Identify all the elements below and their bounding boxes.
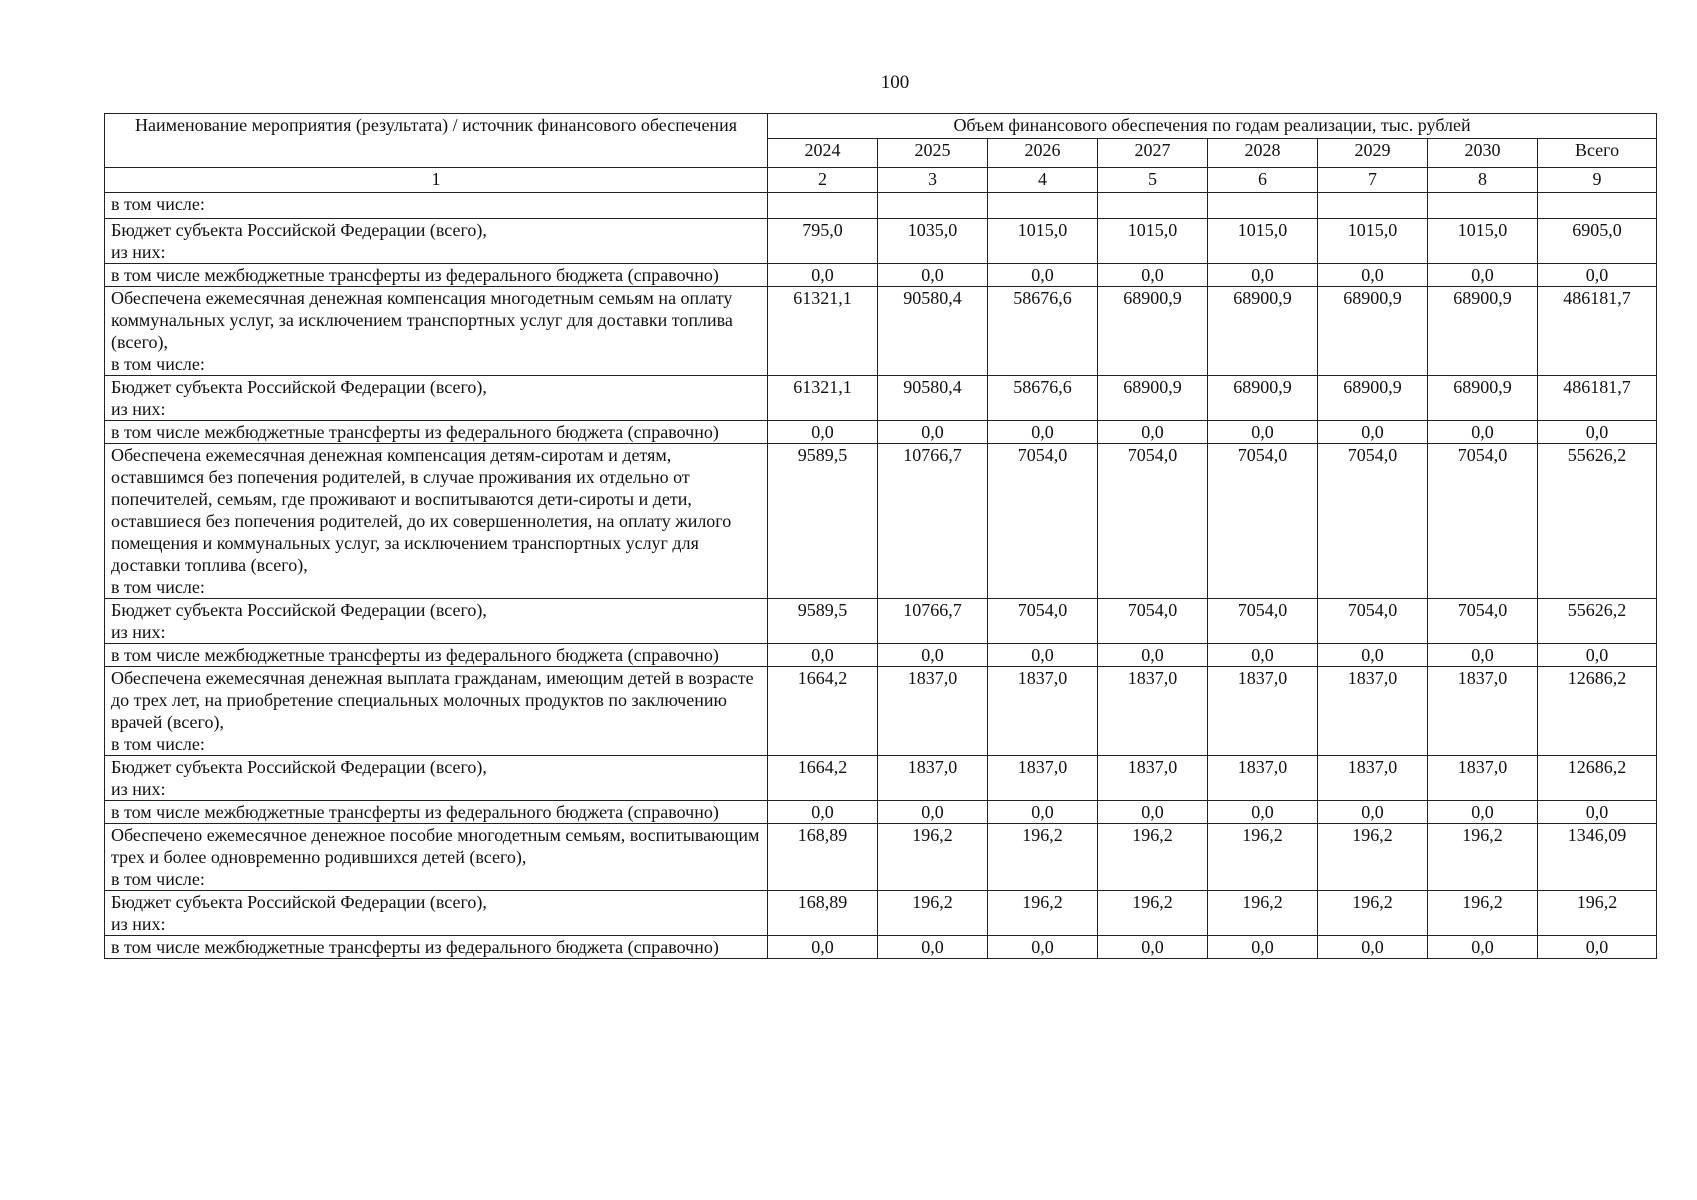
row-value-cell: 7054,0 bbox=[1208, 444, 1318, 599]
row-value-cell: 196,2 bbox=[1208, 891, 1318, 936]
row-value-cell: 1664,2 bbox=[768, 667, 878, 756]
year-header: 2024 bbox=[768, 139, 878, 168]
row-total-cell: 12686,2 bbox=[1538, 756, 1657, 801]
row-name: Бюджет субъекта Российской Федерации (всего), из них: bbox=[105, 891, 768, 936]
row-value-cell: 0,0 bbox=[1428, 936, 1538, 959]
table-row bbox=[105, 644, 1657, 667]
row-value-cell: 0,0 bbox=[768, 801, 878, 824]
row-name: в том числе межбюджетные трансферты из федерального бюджета (справочно) bbox=[105, 264, 768, 287]
column-number: 5 bbox=[1098, 168, 1208, 193]
table-row bbox=[105, 193, 1657, 219]
column-number: 2 bbox=[768, 168, 878, 193]
row-value-cell bbox=[878, 193, 988, 219]
row-value-cell: 0,0 bbox=[878, 936, 988, 959]
row-value-cell: 0,0 bbox=[988, 801, 1098, 824]
total-header: Всего bbox=[1538, 139, 1657, 168]
table-row bbox=[105, 891, 1657, 936]
row-name: Обеспечена ежемесячная денежная компенсация детям-сиротам и детям, оставшимся без попечения родителей, в случае проживания их отдельно от попечителей, семьям, где проживают и воспитываются дети-сироты и дети, оставшиеся без попечения родителей, до их совершеннолетия, на оплату жилого помещения и коммунальных услуг, за исключением транспортных услуг для доставки топлива (всего), в том числе: bbox=[105, 444, 768, 599]
row-name: Бюджет субъекта Российской Федерации (всего), из них: bbox=[105, 219, 768, 264]
row-value-cell: 1035,0 bbox=[878, 219, 988, 264]
row-value-cell: 7054,0 bbox=[1098, 599, 1208, 644]
row-value-cell: 7054,0 bbox=[1318, 599, 1428, 644]
row-value-cell: 0,0 bbox=[1428, 801, 1538, 824]
row-total-cell: 0,0 bbox=[1538, 264, 1657, 287]
row-value-cell: 1837,0 bbox=[1208, 756, 1318, 801]
row-name: Бюджет субъекта Российской Федерации (всего), из них: bbox=[105, 599, 768, 644]
row-value-cell: 7054,0 bbox=[1428, 599, 1538, 644]
row-value-cell: 0,0 bbox=[1208, 421, 1318, 444]
row-value-cell: 168,89 bbox=[768, 891, 878, 936]
table-row bbox=[105, 376, 1657, 421]
row-value-cell bbox=[1428, 193, 1538, 219]
table-row bbox=[105, 667, 1657, 756]
row-value-cell: 1837,0 bbox=[1318, 756, 1428, 801]
row-value-cell: 1015,0 bbox=[1428, 219, 1538, 264]
row-value-cell: 61321,1 bbox=[768, 376, 878, 421]
row-value-cell: 68900,9 bbox=[1208, 287, 1318, 376]
row-value-cell: 90580,4 bbox=[878, 376, 988, 421]
row-value-cell: 7054,0 bbox=[988, 444, 1098, 599]
row-value-cell: 68900,9 bbox=[1428, 287, 1538, 376]
page-number: 100 bbox=[880, 72, 910, 93]
row-value-cell: 0,0 bbox=[1098, 936, 1208, 959]
row-total-cell: 1346,09 bbox=[1538, 824, 1657, 891]
table-row bbox=[105, 756, 1657, 801]
row-total-cell: 0,0 bbox=[1538, 936, 1657, 959]
row-total-cell: 0,0 bbox=[1538, 801, 1657, 824]
row-value-cell: 196,2 bbox=[1098, 891, 1208, 936]
row-value-cell: 196,2 bbox=[878, 824, 988, 891]
row-value-cell: 0,0 bbox=[1318, 264, 1428, 287]
table-row bbox=[105, 824, 1657, 891]
row-value-cell: 0,0 bbox=[768, 264, 878, 287]
row-value-cell: 196,2 bbox=[988, 891, 1098, 936]
table-row bbox=[105, 444, 1657, 599]
table-body bbox=[105, 193, 1657, 959]
row-value-cell: 0,0 bbox=[1318, 801, 1428, 824]
row-value-cell: 0,0 bbox=[1208, 644, 1318, 667]
row-value-cell: 9589,5 bbox=[768, 599, 878, 644]
table-row bbox=[105, 936, 1657, 959]
row-total-cell: 0,0 bbox=[1538, 421, 1657, 444]
year-header: 2028 bbox=[1208, 139, 1318, 168]
row-value-cell: 0,0 bbox=[878, 801, 988, 824]
row-value-cell: 1837,0 bbox=[1318, 667, 1428, 756]
row-value-cell: 795,0 bbox=[768, 219, 878, 264]
row-value-cell: 196,2 bbox=[1318, 824, 1428, 891]
row-value-cell bbox=[768, 193, 878, 219]
row-value-cell: 7054,0 bbox=[988, 599, 1098, 644]
year-header: 2026 bbox=[988, 139, 1098, 168]
row-value-cell: 58676,6 bbox=[988, 287, 1098, 376]
row-value-cell: 1837,0 bbox=[1098, 756, 1208, 801]
row-value-cell: 10766,7 bbox=[878, 599, 988, 644]
row-value-cell: 196,2 bbox=[1098, 824, 1208, 891]
row-value-cell: 0,0 bbox=[1428, 421, 1538, 444]
table-row bbox=[105, 599, 1657, 644]
row-value-cell: 0,0 bbox=[1318, 644, 1428, 667]
row-value-cell: 7054,0 bbox=[1098, 444, 1208, 599]
row-value-cell: 0,0 bbox=[878, 644, 988, 667]
row-value-cell: 0,0 bbox=[1318, 421, 1428, 444]
row-value-cell: 9589,5 bbox=[768, 444, 878, 599]
year-header: 2030 bbox=[1428, 139, 1538, 168]
row-total-cell bbox=[1538, 193, 1657, 219]
row-total-cell: 55626,2 bbox=[1538, 444, 1657, 599]
row-value-cell: 0,0 bbox=[1428, 264, 1538, 287]
row-value-cell bbox=[1318, 193, 1428, 219]
table-row bbox=[105, 264, 1657, 287]
row-total-cell: 12686,2 bbox=[1538, 667, 1657, 756]
row-value-cell bbox=[988, 193, 1098, 219]
row-value-cell: 7054,0 bbox=[1318, 444, 1428, 599]
row-name: Бюджет субъекта Российской Федерации (всего), из них: bbox=[105, 376, 768, 421]
row-value-cell: 10766,7 bbox=[878, 444, 988, 599]
year-header: 2027 bbox=[1098, 139, 1208, 168]
row-value-cell: 68900,9 bbox=[1428, 376, 1538, 421]
row-value-cell: 1837,0 bbox=[1208, 667, 1318, 756]
row-value-cell: 61321,1 bbox=[768, 287, 878, 376]
row-value-cell: 68900,9 bbox=[1318, 376, 1428, 421]
row-value-cell bbox=[1098, 193, 1208, 219]
table-row bbox=[105, 287, 1657, 376]
row-value-cell: 7054,0 bbox=[1428, 444, 1538, 599]
row-value-cell: 0,0 bbox=[1208, 264, 1318, 287]
row-total-cell: 55626,2 bbox=[1538, 599, 1657, 644]
row-value-cell: 196,2 bbox=[1318, 891, 1428, 936]
row-value-cell bbox=[1208, 193, 1318, 219]
row-value-cell: 0,0 bbox=[768, 421, 878, 444]
name-column-header: Наименование мероприятия (результата) / источник финансового обеспечения bbox=[105, 114, 768, 168]
row-value-cell: 1837,0 bbox=[878, 756, 988, 801]
table-row bbox=[105, 421, 1657, 444]
row-value-cell: 196,2 bbox=[878, 891, 988, 936]
column-number: 6 bbox=[1208, 168, 1318, 193]
row-value-cell: 196,2 bbox=[1428, 824, 1538, 891]
financing-table bbox=[104, 113, 1657, 959]
row-value-cell: 1664,2 bbox=[768, 756, 878, 801]
row-name: в том числе межбюджетные трансферты из федерального бюджета (справочно) bbox=[105, 936, 768, 959]
row-value-cell: 0,0 bbox=[878, 264, 988, 287]
row-value-cell: 1015,0 bbox=[988, 219, 1098, 264]
row-value-cell: 1837,0 bbox=[1098, 667, 1208, 756]
row-value-cell: 1015,0 bbox=[1098, 219, 1208, 264]
row-value-cell: 1015,0 bbox=[1318, 219, 1428, 264]
row-value-cell: 0,0 bbox=[1098, 801, 1208, 824]
year-header: 2029 bbox=[1318, 139, 1428, 168]
row-value-cell: 1837,0 bbox=[988, 667, 1098, 756]
table-row bbox=[105, 219, 1657, 264]
row-name: Обеспечена ежемесячная денежная выплата гражданам, имеющим детей в возрасте до трех лет, на приобретение специальных молочных продуктов по заключению врачей (всего), в том числе: bbox=[105, 667, 768, 756]
row-value-cell: 0,0 bbox=[878, 421, 988, 444]
row-name: в том числе межбюджетные трансферты из федерального бюджета (справочно) bbox=[105, 801, 768, 824]
row-value-cell: 68900,9 bbox=[1098, 287, 1208, 376]
year-header: 2025 bbox=[878, 139, 988, 168]
row-total-cell: 196,2 bbox=[1538, 891, 1657, 936]
row-name: Обеспечено ежемесячное денежное пособие многодетным семьям, воспитывающим трех и более одновременно родившихся детей (всего), в том числе: bbox=[105, 824, 768, 891]
row-total-cell: 0,0 bbox=[1538, 644, 1657, 667]
row-value-cell: 0,0 bbox=[1208, 801, 1318, 824]
row-name: в том числе межбюджетные трансферты из федерального бюджета (справочно) bbox=[105, 421, 768, 444]
row-value-cell: 196,2 bbox=[1208, 824, 1318, 891]
column-number: 9 bbox=[1538, 168, 1657, 193]
row-total-cell: 486181,7 bbox=[1538, 287, 1657, 376]
row-value-cell: 0,0 bbox=[1098, 644, 1208, 667]
row-total-cell: 6905,0 bbox=[1538, 219, 1657, 264]
row-value-cell: 1837,0 bbox=[878, 667, 988, 756]
row-value-cell: 168,89 bbox=[768, 824, 878, 891]
row-value-cell: 68900,9 bbox=[1318, 287, 1428, 376]
row-value-cell: 0,0 bbox=[1098, 264, 1208, 287]
column-number: 8 bbox=[1428, 168, 1538, 193]
column-number: 1 bbox=[105, 168, 768, 193]
table-row bbox=[105, 801, 1657, 824]
column-number: 7 bbox=[1318, 168, 1428, 193]
row-value-cell: 7054,0 bbox=[1208, 599, 1318, 644]
row-total-cell: 486181,7 bbox=[1538, 376, 1657, 421]
row-value-cell: 1837,0 bbox=[1428, 756, 1538, 801]
row-value-cell: 0,0 bbox=[1098, 421, 1208, 444]
row-value-cell: 0,0 bbox=[988, 936, 1098, 959]
row-value-cell: 58676,6 bbox=[988, 376, 1098, 421]
row-name: Обеспечена ежемесячная денежная компенсация многодетным семьям на оплату коммунальных услуг, за исключением транспортных услуг для доставки топлива (всего), в том числе: bbox=[105, 287, 768, 376]
row-value-cell: 68900,9 bbox=[1208, 376, 1318, 421]
row-value-cell: 0,0 bbox=[1208, 936, 1318, 959]
row-value-cell: 68900,9 bbox=[1098, 376, 1208, 421]
row-name: в том числе: bbox=[105, 193, 768, 219]
row-value-cell: 90580,4 bbox=[878, 287, 988, 376]
row-value-cell: 0,0 bbox=[988, 421, 1098, 444]
row-value-cell: 0,0 bbox=[1318, 936, 1428, 959]
row-name: Бюджет субъекта Российской Федерации (всего), из них: bbox=[105, 756, 768, 801]
row-value-cell: 0,0 bbox=[768, 644, 878, 667]
row-value-cell: 0,0 bbox=[988, 644, 1098, 667]
volume-header: Объем финансового обеспечения по годам реализации, тыс. рублей bbox=[768, 114, 1657, 139]
row-value-cell: 196,2 bbox=[1428, 891, 1538, 936]
row-value-cell: 0,0 bbox=[988, 264, 1098, 287]
row-value-cell: 1015,0 bbox=[1208, 219, 1318, 264]
row-value-cell: 0,0 bbox=[1428, 644, 1538, 667]
row-value-cell: 1837,0 bbox=[988, 756, 1098, 801]
row-value-cell: 1837,0 bbox=[1428, 667, 1538, 756]
row-value-cell: 196,2 bbox=[988, 824, 1098, 891]
row-value-cell: 0,0 bbox=[768, 936, 878, 959]
column-number: 3 bbox=[878, 168, 988, 193]
row-name: в том числе межбюджетные трансферты из федерального бюджета (справочно) bbox=[105, 644, 768, 667]
column-number: 4 bbox=[988, 168, 1098, 193]
